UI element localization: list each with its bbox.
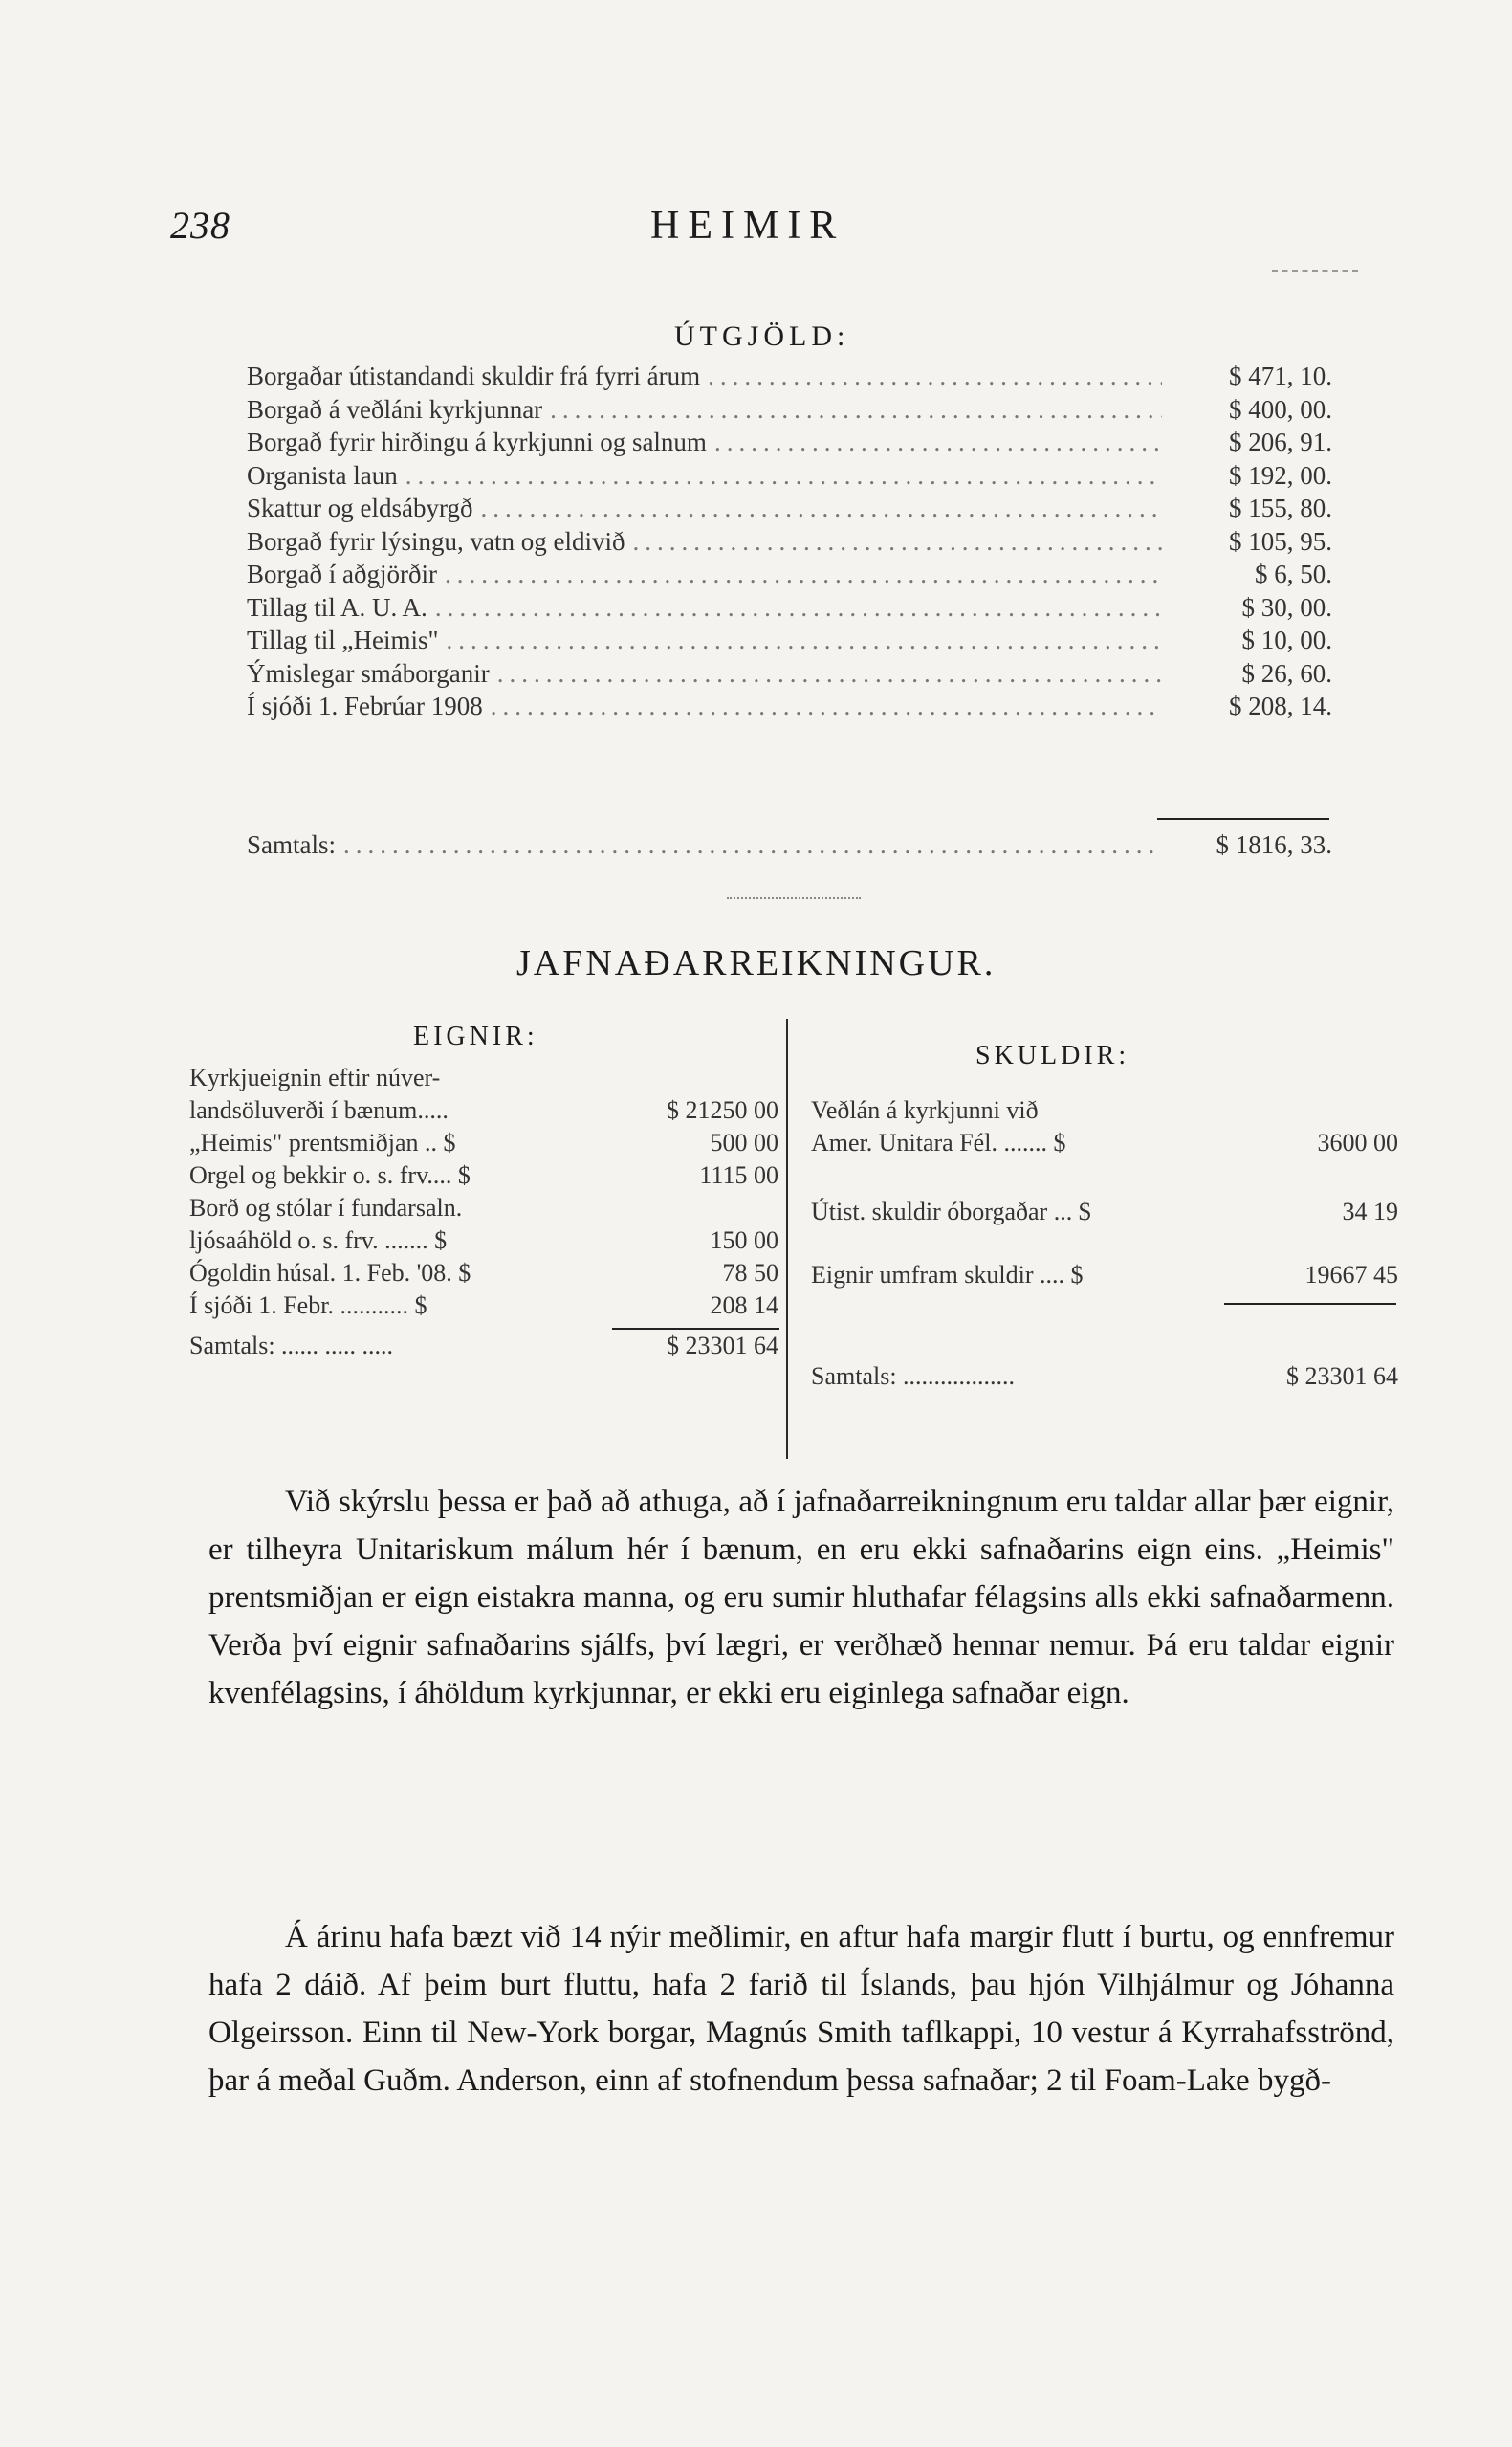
asset-label: Borð og stólar í fundarsaln. [189,1194,463,1222]
body-paragraph-2: Á árinu hafa bæzt við 14 nýir meðlimir, en aftur hafa margir flutt í burtu, og ennfremur hafa 2 dáið. Af þeim burt fluttu, hafa 2 farið til Íslands, þau hjón Vilhjálmur og Jóhanna Olgeirsson. Einn til New-York borgar, Magnús Smith taflkappi, 10 vestur á Kyrrahafsströnd, þar á meðal Guðm. Anderson, einn af stofnendum þessa safnaðar; 2 til Foam-Lake bygð- [208,1920,1394,2098]
debt-row [811,1096,1398,1125]
expense-label: Tillag til A. U. A. [247,592,427,622]
expense-amount: $ 6, 50. [1255,560,1332,588]
expenses-total-amount: $ 1816, 33. [1216,830,1332,859]
leader-dots [632,527,1162,557]
debts-total-amount: $ 23301 64 [1286,1362,1398,1390]
asset-row [189,1161,778,1190]
asset-amount: 78 50 [722,1259,778,1287]
expense-label: Organista laun [247,460,398,490]
debts-total-label: Samtals: .................. [811,1362,1016,1390]
debt-amount: 34 19 [1342,1198,1398,1225]
asset-label: landsöluverði í bænum..... [189,1096,449,1124]
leader-dots [343,830,1162,860]
asset-label: Ógoldin húsal. 1. Feb. '08. $ [189,1259,471,1287]
expense-label: Í sjóði 1. Febrúar 1908 [247,692,483,720]
asset-label: ljósaáhöld o. s. frv. ....... $ [189,1226,448,1254]
debt-row [811,1198,1398,1226]
expense-label: Borgaðar útistandandi skuldir frá fyrri árum [247,362,701,390]
expense-row [247,692,1332,725]
expense-amount: $ 400, 00. [1229,394,1332,424]
assets-total-row [189,1332,778,1360]
expense-amount: $ 155, 80. [1229,494,1332,522]
expense-label: Borgað á veðláni kyrkjunnar [247,394,543,424]
debt-label: Eignir umfram skuldir .... $ [811,1261,1084,1289]
leader-dots [550,395,1162,425]
asset-amount: 500 00 [710,1129,778,1157]
asset-row [189,1259,778,1288]
expense-row [247,395,1332,429]
debt-row [811,1129,1398,1157]
expense-amount: $ 206, 91. [1229,428,1332,456]
expense-label: Borgað fyrir hirðingu á kyrkjunni og salnum [247,428,707,456]
balance-sheet-title: JAFNAÐARREIKNINGUR. [516,943,997,983]
expense-row [247,659,1332,693]
expense-row [247,593,1332,627]
asset-amount: 150 00 [710,1226,778,1254]
header-ornament [1272,270,1358,272]
leader-dots [480,494,1162,523]
assets-heading: EIGNIR: [413,1022,538,1051]
expenses-total-rule [1157,818,1329,820]
expense-label: Borgað í aðgjörðir [247,560,437,588]
expense-amount: $ 105, 95. [1229,526,1332,556]
section-divider [727,897,861,899]
expense-row [247,362,1332,395]
assets-total-amount: $ 23301 64 [667,1332,778,1359]
debts-total-rule [1224,1303,1396,1305]
expenses-total-label: Samtals: [247,830,336,859]
expense-label: Skattur og eldsábyrgð [247,494,473,522]
leader-dots [497,659,1162,689]
expense-label: Borgað fyrir lýsingu, vatn og eldivið [247,526,625,556]
expense-amount: $ 10, 00. [1241,626,1332,654]
asset-row [189,1129,778,1157]
leader-dots [491,692,1162,721]
asset-row [189,1194,778,1223]
expenses-total-row [247,830,1332,864]
expense-label: Ýmislegar smáborganir [247,658,490,688]
body-paragraph-1: Við skýrslu þessa er það að athuga, að í jafnaðarreikningnum eru taldar allar þær eignir, er tilheyra Unitariskum málum hér í bænum, en eru ekki safnaðarins eign eins. „Heimis" prentsmiðjan er eign eistakra manna, og eru sumir hluthafar félagsins alls ekki safnaðarmenn. Verða því eignir safnaðarins sjálfs, því lægri, er verðhæð hennar nemur. Þá eru taldar eignir kvenfélagsins, í áhöldum kyrkjunnar, er ekki eru eiginlega safnaðar eign. [208,1485,1394,1710]
debt-amount: 19667 45 [1304,1261,1398,1289]
page-number: 238 [170,204,230,247]
column-divider [786,1019,788,1459]
asset-amount: $ 21250 00 [667,1096,778,1124]
expense-row [247,494,1332,527]
debts-heading: SKULDIR: [975,1041,1130,1070]
expense-amount: $ 208, 14. [1229,692,1332,720]
asset-label: Kyrkjueignin eftir núver- [189,1064,441,1091]
expense-row [247,527,1332,561]
leader-dots [708,362,1162,391]
expense-amount: $ 471, 10. [1229,362,1332,390]
assets-total-rule [612,1328,779,1330]
leader-dots [435,593,1162,623]
asset-label: Í sjóði 1. Febr. ........... $ [189,1291,427,1319]
asset-row [189,1291,778,1320]
leader-dots [405,461,1162,491]
asset-label: Orgel og bekkir o. s. frv.... $ [189,1161,471,1189]
debt-label: Veðlán á kyrkjunni við [811,1096,1039,1124]
expenses-title: ÚTGJÖLD: [674,320,850,352]
expense-amount: $ 26, 60. [1241,658,1332,688]
asset-label: „Heimis" prentsmiðjan .. $ [189,1129,456,1157]
expense-amount: $ 192, 00. [1229,460,1332,490]
debts-total-row [811,1362,1398,1391]
expense-amount: $ 30, 00. [1241,592,1332,622]
expense-label: Tillag til „Heimis" [247,626,439,654]
expense-row [247,461,1332,495]
leader-dots [445,560,1162,589]
debt-label: Útist. skuldir óborgaðar ... $ [811,1198,1091,1225]
asset-amount: 208 14 [710,1291,778,1319]
expenses-list [247,362,1332,725]
asset-row [189,1096,778,1125]
expense-row [247,560,1332,593]
running-title: HEIMIR [650,204,845,248]
debt-row [811,1261,1398,1290]
expense-row [247,626,1332,659]
assets-total-label: Samtals: ...... ..... ..... [189,1332,394,1359]
leader-dots [447,626,1162,655]
debt-label: Amer. Unitara Fél. ....... $ [811,1129,1066,1157]
asset-amount: 1115 00 [699,1161,778,1189]
asset-row [189,1226,778,1255]
leader-dots [714,428,1162,457]
debt-amount: 3600 00 [1317,1129,1398,1157]
asset-row [189,1064,778,1092]
expense-row [247,428,1332,461]
